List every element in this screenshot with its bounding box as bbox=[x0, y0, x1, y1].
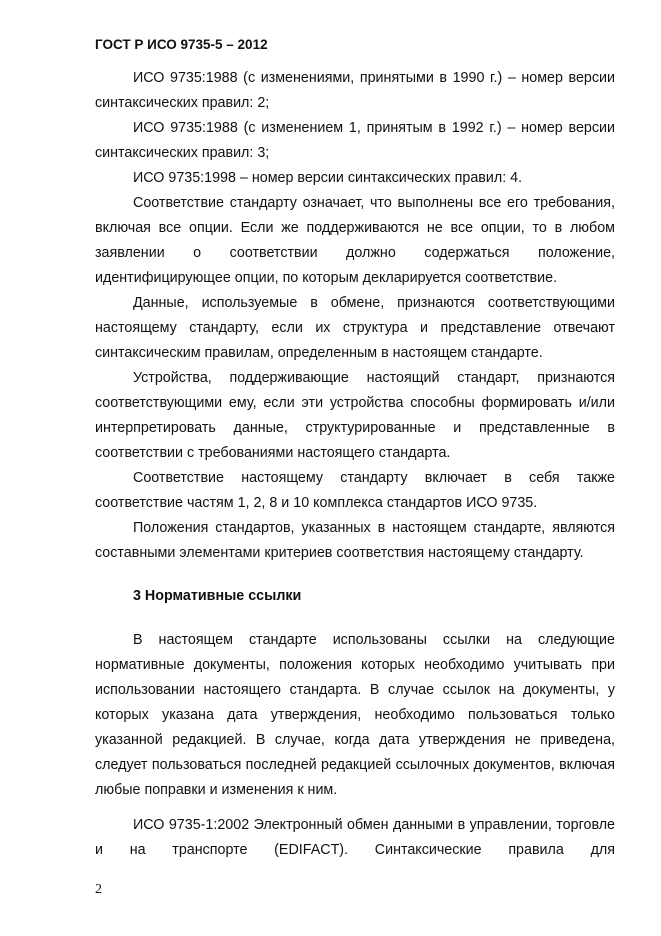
paragraph-references-intro: В настоящем стандарте использованы ссылки на следующие нормативные документы, положения которых необходимо учитывать при использовании настоящего стандарта. В случае ссылок на документы, у которых указана дата утверждения, необходимо пользоваться только указанной редакцией. В случае, когда дата утверждения не приведена, следует пользоваться последней редакцией ссылочных документов, включая любые поправки и изменения к ним. bbox=[95, 632, 615, 798]
spacer bbox=[95, 609, 615, 628]
document-header: ГОСТ Р ИСО 9735-5 – 2012 bbox=[95, 37, 268, 52]
spacer bbox=[95, 803, 615, 813]
paragraph-parts-conformance: Соответствие настоящему стандарту включает в себя также соответствие частям 1, 2, 8 и 10 комплекса стандартов ИСО 9735. bbox=[95, 470, 615, 511]
page-number: 2 bbox=[95, 882, 102, 897]
paragraph-version-2: ИСО 9735:1988 (с изменениями, принятыми в 1990 г.) – номер версии синтаксических правил: 2; bbox=[95, 70, 615, 111]
paragraph-data-conformance: Данные, используемые в обмене, признаются соответствующими настоящему стандарту, если их структура и представление отвечают синтаксическим правилам, определенным в настоящем стандарте. bbox=[95, 295, 615, 361]
document-body bbox=[95, 66, 615, 863]
paragraph-criteria: Положения стандартов, указанных в настоящем стандарте, являются составными элементами критериев соответствия настоящему стандарту. bbox=[95, 520, 615, 561]
paragraph-conformance-definition: Соответствие стандарту означает, что выполнены все его требования, включая все опции. Если же поддерживаются не все опции, то в любом заявлении о соответствии должно содержаться положение, идентифицирующее опции, по которым декларируется соответствие. bbox=[95, 195, 615, 286]
paragraph-version-3: ИСО 9735:1988 (с изменением 1, принятым в 1992 г.) – номер версии синтаксических правил: 3; bbox=[95, 120, 615, 161]
paragraph-reference-iso-9735-1: ИСО 9735-1:2002 Электронный обмен данными в управлении, торговле и на транспорте (EDIFACT). Синтаксические правила для bbox=[95, 817, 615, 858]
paragraph-version-4: ИСО 9735:1998 – номер версии синтаксических правил: 4. bbox=[133, 170, 523, 186]
section-heading-normative-references: 3 Нормативные ссылки bbox=[133, 588, 302, 604]
paragraph-device-conformance: Устройства, поддерживающие настоящий стандарт, признаются соответствующими ему, если эти устройства способны формировать и/или интерпретировать данные, структурированные и представленные в соответствии с требованиями настоящего стандарта. bbox=[95, 370, 615, 461]
